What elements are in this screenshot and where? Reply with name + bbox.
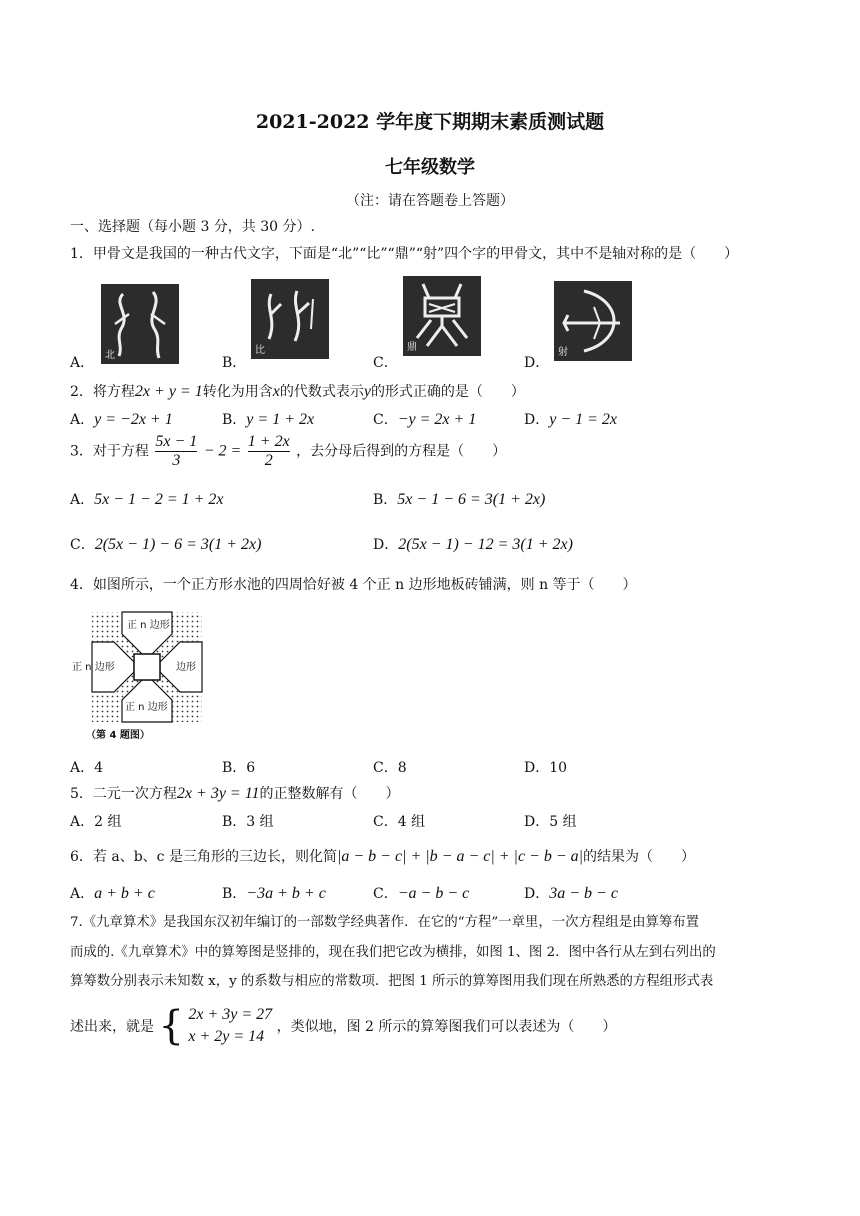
question-5-stem: 5．二元一次方程2x + 3y = 11的正整数解有（ ） <box>70 785 400 802</box>
tile-label-left: 正 n 边形 <box>72 662 115 673</box>
option-c: C．2(5x − 1) − 6 = 3(1 + 2x) <box>70 536 262 553</box>
option-a: A．2 组 <box>70 814 122 830</box>
option-c-letter: C． <box>373 355 398 371</box>
option-d: D．y − 1 = 2x <box>524 411 618 428</box>
oracle-glyph-she-image <box>554 281 632 361</box>
exam-title: 2021-2022 学年度下期期末素质测试题 <box>255 111 605 133</box>
option-a-letter: A． <box>70 355 95 371</box>
figure-caption: （第 4 题图） <box>86 730 150 741</box>
option-a: A．5x − 1 − 2 = 1 + 2x <box>70 491 224 508</box>
question-7-line-3: 算筹数分别表示未知数 x，y 的系数与相应的常数项．把图 1 所示的算筹图用我们现在所熟悉的方程组形式表 <box>70 974 714 989</box>
option-c: C．−a − b − c <box>373 885 470 902</box>
brace-icon: { <box>158 1003 184 1049</box>
option-d: D．3a − b − c <box>524 885 618 902</box>
option-a: A．4 <box>70 760 104 776</box>
tile-label-right: 边形 <box>176 662 196 673</box>
option-a: A．a + b + c <box>70 885 155 902</box>
fraction-left: $\frac{5x - 1}{3}$ <box>155 433 198 469</box>
option-d: D．5 组 <box>524 814 577 830</box>
oracle-glyph-ding-image <box>403 276 481 356</box>
option-c: C．8 <box>373 760 407 776</box>
tiling-figure <box>70 604 210 744</box>
exam-note: （注：请在答题卷上答题） <box>346 193 514 209</box>
glyph-caption: 射 <box>558 347 568 358</box>
question-6-stem: 6．若 a、b、c 是三角形的三边长，则化简|a − b − c| + |b − a − c| + |c − b − a|的结果为（ ） <box>70 848 696 865</box>
option-d: D．2(5x − 1) − 12 = 3(1 + 2x) <box>373 536 573 553</box>
option-d: D．10 <box>524 760 568 776</box>
glyph-caption: 北 <box>105 350 115 361</box>
tile-label-bottom: 正 n 边形 <box>125 702 168 713</box>
section-heading: 一、选择题（每小题 3 分，共 30 分）. <box>70 219 315 235</box>
tile-label-top: 正 n 边形 <box>127 620 170 631</box>
question-7-line-1: 7.《九章算术》是我国东汉初年编订的一部数学经典著作．在它的“方程”一章里，一次方程组是由算筹布置 <box>70 915 700 930</box>
option-b: B．3 组 <box>222 814 274 830</box>
oracle-glyph-bei-image <box>101 284 179 364</box>
question-1-stem: 1．甲骨文是我国的一种古代文字，下面是“北”“比”“鼎”“射”四个字的甲骨文，其中不是轴对称的是（ ） <box>70 246 739 262</box>
fraction-right: $\frac{1 + 2x}{2}$ <box>247 433 290 469</box>
equation-system: 2x + 3y = 27 x + 2y = 14 <box>188 1006 273 1045</box>
glyph-caption: 鼎 <box>407 342 417 353</box>
oracle-glyph-bi-image <box>251 279 329 359</box>
option-b: B．y = 1 + 2x <box>222 411 315 428</box>
question-7-line-4: 述出来，就是 { 2x + 3y = 27 x + 2y = 14 ，类似地，图 2 所示的算筹图我们可以表述为（ ） <box>70 1003 617 1049</box>
option-a: A．y = −2x + 1 <box>70 411 173 428</box>
exam-subtitle: 七年级数学 <box>385 157 475 178</box>
option-c: C．−y = 2x + 1 <box>373 411 477 428</box>
question-4-stem: 4．如图所示，一个正方形水池的四周恰好被 4 个正 n 边形地板砖铺满，则 n 等于（ ） <box>70 577 637 593</box>
question-2-stem: 2．将方程2x + y = 1转化为用含x的代数式表示y的形式正确的是（ ） <box>70 383 525 400</box>
option-b-letter: B． <box>222 355 247 371</box>
glyph-caption: 比 <box>255 345 265 356</box>
option-b: B．−3a + b + c <box>222 885 326 902</box>
option-d-letter: D． <box>524 355 550 371</box>
question-7-line-2: 而成的.《九章算术》中的算筹图是竖排的，现在我们把它改为横排，如图 1、图 2．图中各行从左到右列出的 <box>70 945 716 960</box>
option-b: B．6 <box>222 760 256 776</box>
option-c: C．4 组 <box>373 814 426 830</box>
question-3-stem: 3．对于方程 $\frac{5x - 1}{3}$ − 2 = $\frac{1 + 2x}{2}$ ，去分母后得到的方程是（ ） <box>70 433 507 469</box>
option-b: B．5x − 1 − 6 = 3(1 + 2x) <box>373 491 546 508</box>
